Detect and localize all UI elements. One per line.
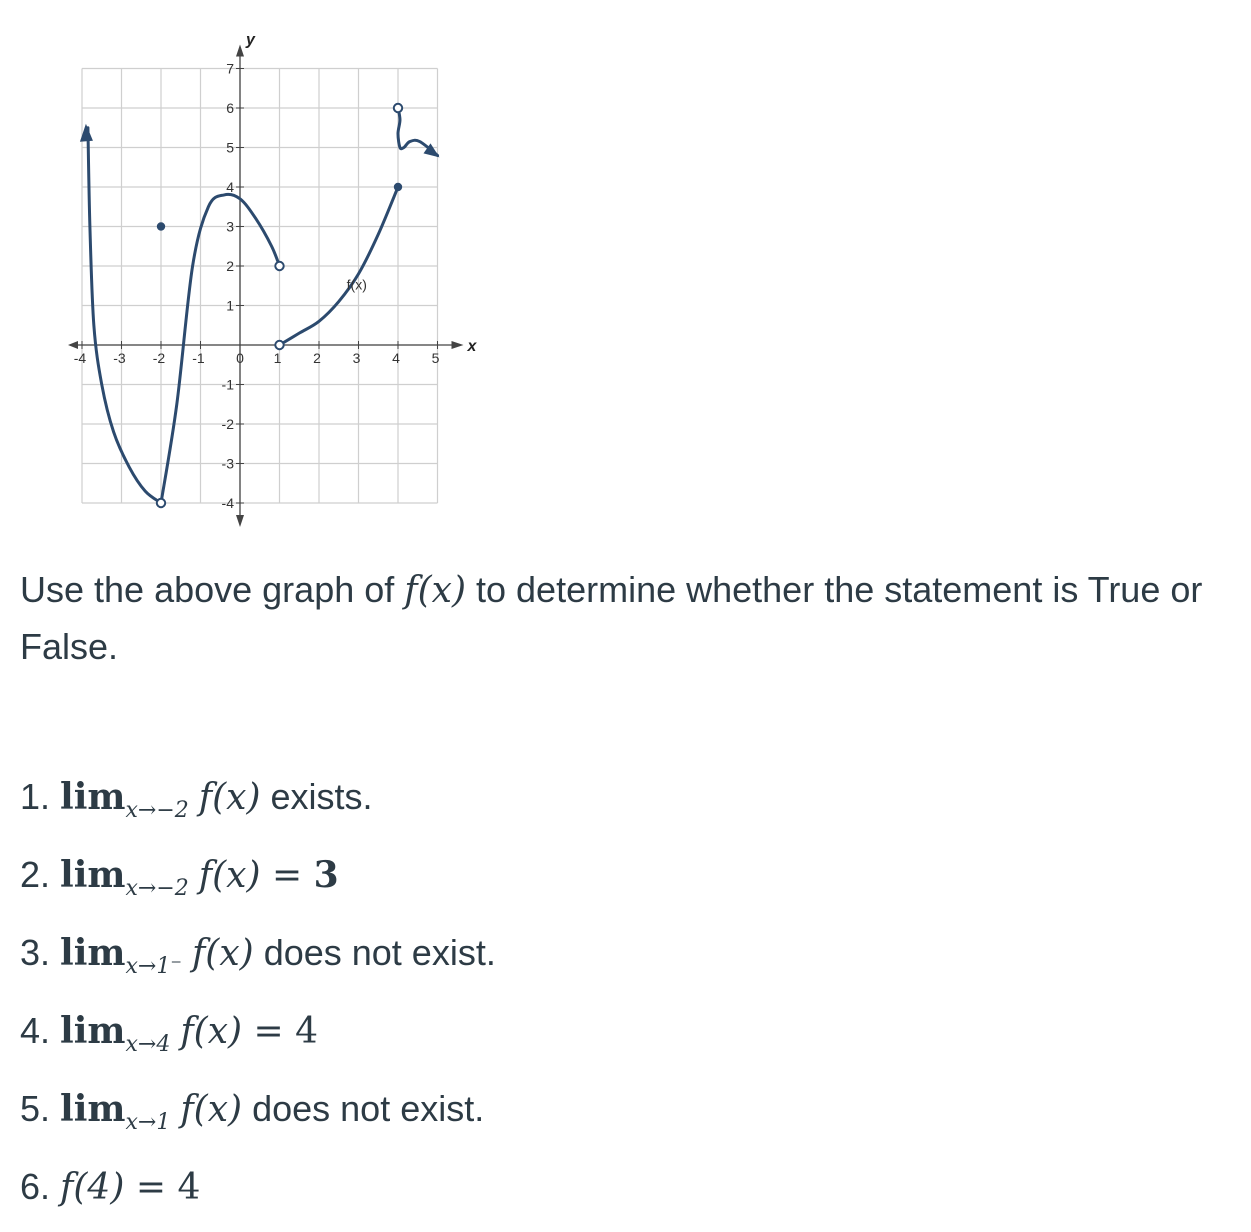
limit-operator: lim bbox=[60, 932, 126, 974]
statement-tail: does not exist. bbox=[242, 1088, 485, 1129]
prompt-function-arg: (x) bbox=[417, 570, 466, 611]
function-expression: f(4) bbox=[60, 1167, 125, 1208]
x-axis-arrow-left bbox=[68, 341, 78, 349]
function-expression: f(x) bbox=[191, 933, 254, 974]
x-tick-label: 0 bbox=[236, 350, 244, 366]
limit-operator: lim bbox=[60, 1010, 126, 1052]
prompt-text-before: Use the above graph of bbox=[20, 569, 405, 610]
y-tick-label: 3 bbox=[226, 218, 234, 235]
statement-list bbox=[20, 760, 496, 1228]
statement-2 bbox=[20, 838, 496, 916]
limit-operator: lim bbox=[60, 1088, 126, 1130]
statement-5 bbox=[20, 1072, 496, 1150]
value: 3 bbox=[313, 854, 339, 896]
y-tick-label: -1 bbox=[221, 376, 234, 393]
limit-subscript: x→1 bbox=[125, 1110, 171, 1135]
value: 4 bbox=[177, 1167, 201, 1208]
function-expression: f(x) bbox=[180, 1089, 243, 1130]
statement-number: 6. bbox=[20, 1166, 51, 1207]
open-point bbox=[394, 104, 402, 112]
limit-operator: lim bbox=[60, 776, 126, 818]
statement-1 bbox=[20, 760, 496, 838]
y-tick-label: 2 bbox=[226, 258, 234, 274]
x-axis-arrow bbox=[452, 341, 464, 349]
x-axis-label: x bbox=[467, 338, 477, 355]
function-expression: f(x) bbox=[198, 855, 261, 896]
limit-subscript: x→−2 bbox=[125, 798, 189, 823]
limit-subscript: x→4 bbox=[125, 1032, 171, 1057]
statement-tail: does not exist. bbox=[253, 932, 496, 973]
function-expression: f(x) bbox=[180, 1011, 243, 1052]
y-axis-arrow bbox=[236, 45, 244, 57]
x-tick-label: 4 bbox=[392, 350, 400, 366]
statement-number: 2. bbox=[20, 854, 51, 895]
value: 4 bbox=[295, 1011, 319, 1052]
statement-number: 5. bbox=[20, 1088, 51, 1129]
y-tick-label: 4 bbox=[226, 179, 234, 195]
statement-3 bbox=[20, 916, 496, 994]
statement-number: 3. bbox=[20, 932, 51, 973]
limit-subscript: x→1⁻ bbox=[125, 954, 182, 979]
y-axis-label: y bbox=[246, 31, 255, 49]
statement-number: 1. bbox=[20, 776, 51, 817]
x-tick-label: -3 bbox=[113, 350, 126, 366]
x-tick-label: 5 bbox=[431, 350, 440, 366]
relation: = bbox=[124, 1167, 178, 1208]
y-tick-label: 6 bbox=[226, 100, 234, 116]
y-tick-label: -3 bbox=[221, 455, 234, 472]
x-tick-label: 1 bbox=[273, 350, 282, 366]
x-tick-label: -1 bbox=[192, 350, 205, 366]
closed-point bbox=[394, 183, 402, 191]
y-tick-label: 5 bbox=[226, 139, 234, 156]
x-tick-label: -4 bbox=[73, 350, 87, 366]
x-tick-label: 2 bbox=[313, 350, 321, 366]
open-point bbox=[275, 341, 283, 349]
y-axis-arrow-down bbox=[236, 515, 244, 527]
function-curve bbox=[88, 128, 161, 503]
x-tick-label: -2 bbox=[152, 350, 166, 366]
limit-operator: lim bbox=[60, 854, 126, 896]
y-tick-label: -2 bbox=[221, 416, 234, 432]
open-point bbox=[157, 499, 165, 507]
y-tick-label: -4 bbox=[221, 495, 234, 511]
x-tick-label: 3 bbox=[352, 350, 361, 366]
statement-number: 4. bbox=[20, 1010, 51, 1051]
function-curve bbox=[161, 194, 280, 503]
closed-point bbox=[157, 222, 165, 230]
function-expression: f(x) bbox=[198, 777, 261, 818]
limit-subscript: x→−2 bbox=[125, 876, 189, 901]
statement-tail: exists. bbox=[260, 776, 373, 817]
statement-6 bbox=[20, 1150, 496, 1228]
curve-label: f(x) bbox=[346, 276, 367, 293]
prompt-text-after: to determine whether the statement is True or False. bbox=[20, 569, 1203, 667]
relation: = bbox=[260, 855, 314, 896]
statement-4 bbox=[20, 994, 496, 1072]
question-prompt bbox=[20, 562, 1220, 675]
y-tick-label: 1 bbox=[226, 297, 234, 314]
open-point bbox=[275, 262, 283, 270]
function-graph bbox=[70, 20, 477, 530]
relation: = bbox=[242, 1011, 296, 1052]
y-tick-label: 7 bbox=[226, 60, 234, 77]
prompt-function-name: f bbox=[404, 570, 418, 611]
